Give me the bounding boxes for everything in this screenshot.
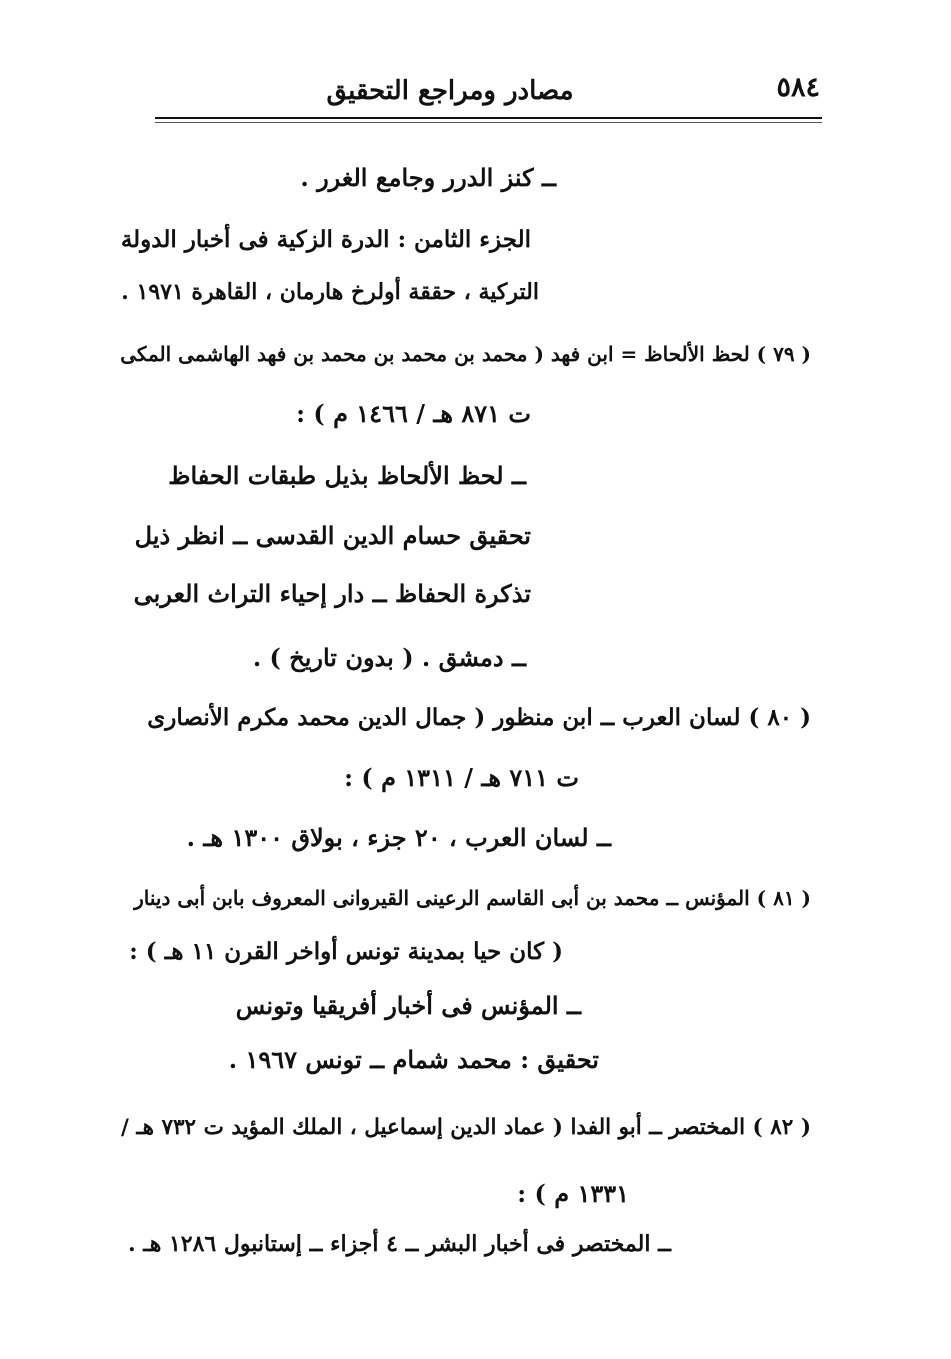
- text-line: تحقيق حسام الدين القدسى ــ انظر ذيل: [134, 521, 531, 550]
- entry-81-heading: ( ٨١ ) المؤنس ــ محمد بن أبى القاسم الرعينى القيروانى المعروف بابن أبى دينار: [134, 886, 811, 910]
- header-rule-thin: [155, 122, 822, 123]
- text-line: التركية ، حققة أولرخ هارمان ، القاهرة ١٩٧١ .: [121, 279, 539, 305]
- text-line: ( كان حيا بمدينة تونس أواخر القرن ١١ هـ ) :: [129, 938, 563, 965]
- entry-79-heading: ( ٧٩ ) لحظ الألحاظ = ابن فهد ( محمد بن محمد بن محمد بن فهد الهاشمى المكى: [120, 342, 811, 366]
- text-line: ــ المختصر فى أخبار البشر ــ ٤ أجزاء ــ إستانبول ١٢٨٦ هـ .: [127, 1231, 671, 1257]
- text-line: ت ٨٧١ هـ / ١٤٦٦ م ) :: [296, 399, 531, 428]
- text-line: ــ لحظ الألحاظ بذيل طبقات الحفاظ: [168, 461, 526, 490]
- text-line: تذكرة الحفاظ ــ دار إحياء التراث العربى: [133, 579, 531, 608]
- entry-80-heading: ( ٨٠ ) لسان العرب ــ ابن منظور ( جمال الدين محمد مكرم الأنصارى: [147, 704, 811, 731]
- running-header-title: مصادر ومراجع التحقيق: [326, 76, 574, 106]
- text-line: ت ٧١١ هـ / ١٣١١ م ) :: [344, 763, 579, 792]
- text-line: ١٣٣١ م ) :: [517, 1179, 629, 1208]
- text-line: ــ دمشق . ( بدون تاريخ ) .: [252, 643, 526, 672]
- page-number: ٥٨٤: [776, 72, 820, 103]
- text-line: ــ المؤنس فى أخبار أفريقيا وتونس: [235, 991, 581, 1020]
- entry-82-heading: ( ٨٢ ) المختصر ــ أبو الفدا ( عماد الدين إسماعيل ، الملك المؤيد ت ٧٣٢ هـ /: [120, 1115, 811, 1140]
- text-line: الجزء الثامن : الدرة الزكية فى أخبار الدولة: [120, 226, 531, 253]
- text-line: ــ كنز الدرر وجامع الغرر .: [300, 163, 556, 192]
- header-rule: [155, 117, 822, 119]
- text-line: ــ لسان العرب ، ٢٠ جزء ، بولاق ١٣٠٠ هـ .: [186, 823, 611, 852]
- text-line: تحقيق : محمد شمام ــ تونس ١٩٦٧ .: [228, 1045, 599, 1074]
